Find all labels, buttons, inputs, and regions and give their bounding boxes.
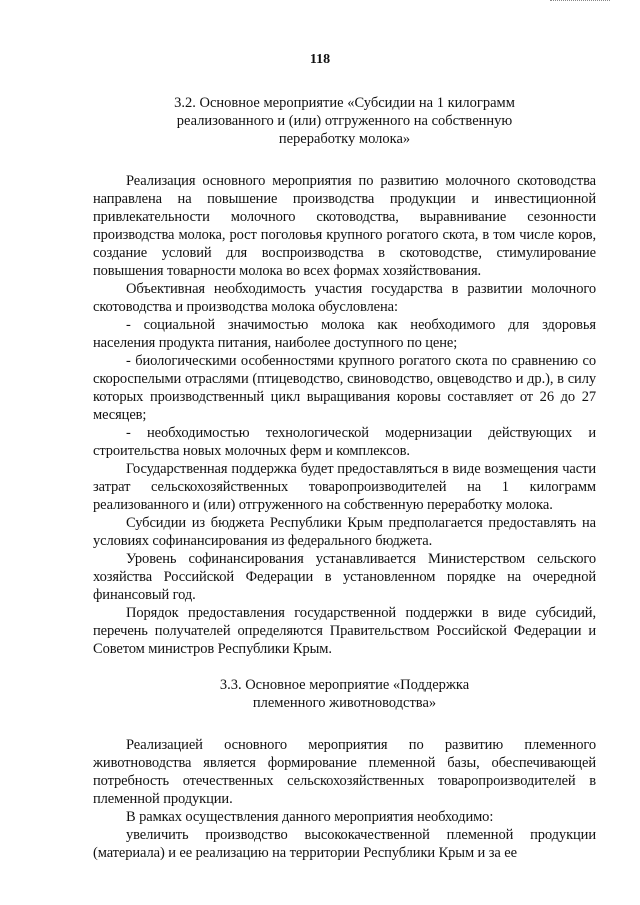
document-body bbox=[93, 94, 596, 862]
paragraph: Реализацией основного мероприятия по развитию племенного животноводства является формирование племенной базы, обеспечивающей потребность отечественных сельскохозяйственных товаропроизводителей в племенной продукции. bbox=[93, 737, 596, 807]
paragraph: Государственная поддержка будет предоставляться в виде возмещения части затрат сельскохозяйственных товаропроизводителей на 1 килограмм реализованного и (или) отгруженного на собственную переработку молока. bbox=[93, 461, 596, 513]
heading-line: 3.3. Основное мероприятие «Поддержка bbox=[219, 677, 470, 693]
list-item: - биологическими особенностями крупного рогатого скота по сравнению со скороспелыми отраслями (птицеводство, свиноводство, овцеводство и др.), в силу которых производственный цикл выращивания коровы составляет от 26 до 27 месяцев; bbox=[93, 353, 596, 423]
list-item: - социальной значимостью молока как необходимого для здоровья населения продукта питания, наиболее доступного по цене; bbox=[93, 317, 596, 351]
paragraph: Уровень софинансирования устанавливается Министерством сельского хозяйства Российской Федерации в установленном порядке на очередной финансовый год. bbox=[93, 551, 596, 603]
heading-line: племенного животноводства» bbox=[252, 695, 437, 711]
heading-line: переработку молока» bbox=[278, 131, 411, 147]
list-item: - необходимостью технологической модернизации действующих и строительства новых молочных ферм и комплексов. bbox=[93, 425, 596, 459]
heading-line: реализованного и (или) отгруженного на собственную bbox=[176, 113, 513, 129]
paragraph: Порядок предоставления государственной поддержки в виде субсидий, перечень получателей определяются Правительством Российской Федерации и Советом министров Республики Крым. bbox=[93, 605, 596, 657]
paragraph: Объективная необходимость участия государства в развитии молочного скотоводства и производства молока обусловлена: bbox=[93, 281, 596, 315]
section-3-2-heading bbox=[93, 94, 596, 148]
paragraph: Реализация основного мероприятия по развитию молочного скотоводства направлена на повышение производства продукции и инвестиционной привлекательности молочного скотоводства, выравнивание сезонности производства молока, рост поголовья крупного рогатого скота, в том числе коров, создание условий для воспроизводства в скотоводстве, стимулирование повышения товарности молока во всех формах хозяйствования. bbox=[93, 173, 596, 279]
paragraph: В рамках осуществления данного мероприятия необходимо: bbox=[126, 809, 494, 825]
section-3-3-heading bbox=[93, 676, 596, 712]
paragraph: увеличить производство высококачественной племенной продукции (материала) и ее реализацию на территории Республики Крым и за ее bbox=[93, 827, 596, 861]
paragraph: Субсидии из бюджета Республики Крым предполагается предоставлять на условиях софинансирования из федерального бюджета. bbox=[93, 515, 596, 549]
heading-line: 3.2. Основное мероприятие «Субсидии на 1 килограмм bbox=[174, 95, 515, 111]
page-number: 118 bbox=[309, 52, 331, 67]
scan-edge-mark bbox=[550, 0, 610, 3]
